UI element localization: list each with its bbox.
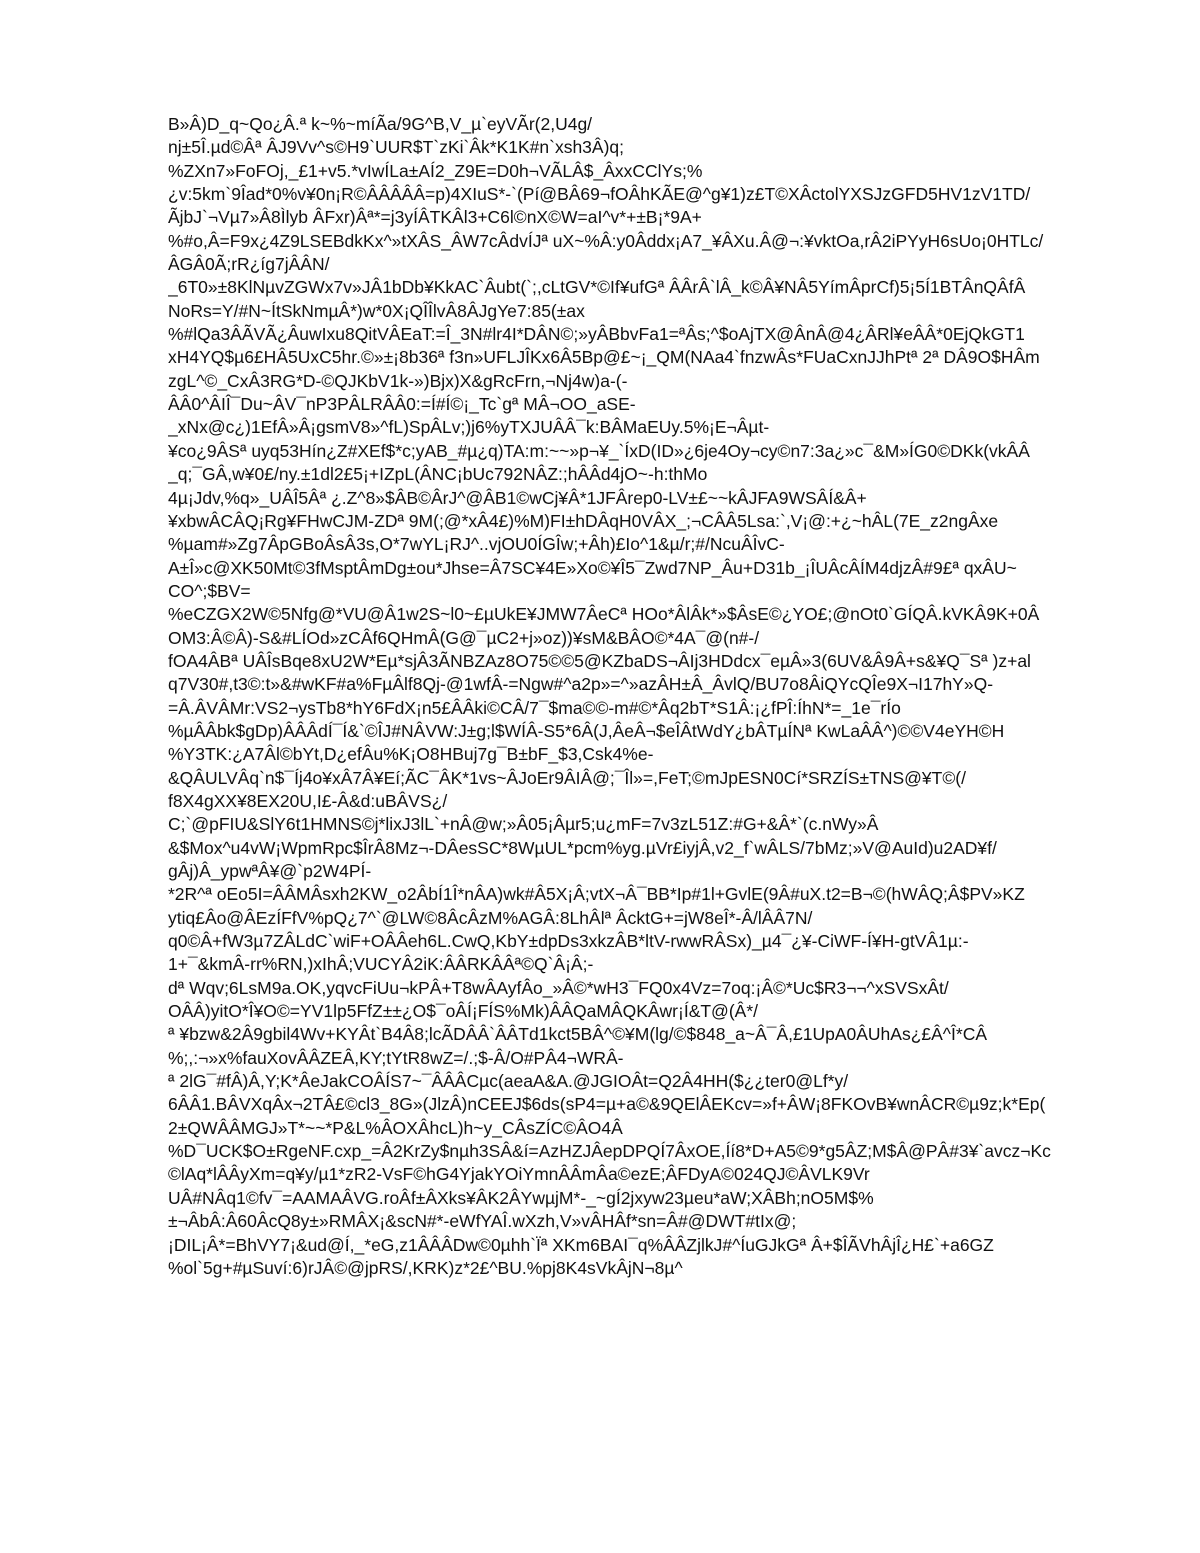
text-line: f8X4gXX¥8EX20U,I£-Â&d:uBÂVS¿/: [168, 790, 448, 811]
text-line: fOA4ÂBª UÂÎsBqe8xU2W*Eµ*sjÂ3ÃNBZAz8O75©©5@KZbaDS¬ÂIj3HDdcx¯eµÂ»3(6UV&Â9Â+s&¥Q¯Sª )z+al: [168, 650, 1031, 671]
text-line: gÂj)Â_ypwªÂ¥@`p2W4PÍ-: [168, 861, 372, 881]
text-line: OM3:Â©Â)-S&#LÍOd»zCÂf6QHmÂ(G@¯µC2+j»oz))¥sM&BÂO©*4A¯@(n#-/: [168, 627, 760, 648]
text-line: _6T0»±8KlNµvZGWx7v»JÂ1bDb¥KkAC`Âubt(`;,cLtGV*©If¥ufGª ÂÂrÂ`lÂ_k©Â¥NÂ5YímÂprCf)5¡5Í1BTÂnQÂfÂ: [168, 277, 1026, 298]
text-line: q0©Â+fW3µ7ZÂLdC`wiF+OÂÂeh6L.CwQ,KbY±dpDs3xkzÂB*ltV-rwwRÂSx)_µ4¯¿¥-CiWF-Í¥H-gtVÂ1µ:-: [168, 931, 969, 952]
text-line: nj±5Î.µd©Âª ÂJ9Vv^s©H9`UUR$T`zKi`Âk*K1K#n`xsh3Â)q;: [168, 137, 624, 158]
text-line: ytiq£Âo@ÂEzÍFfV%pQ¿7^`@LW©8ÂcÂzM%AGÂ:8LhÂlª ÂcktG+=jW8eÎ*-Â/lÂÂ7N/: [168, 907, 813, 928]
text-line: 6ÂÂ1.BÂVXqÂx¬2TÂ£©cl3_8G»(JlzÂ)nCEEJ$6ds(sP4=µ+a©&9QElÂEKcv=»f+ÂW¡8FKOvB¥wnÂCR©µ9z;k*Ep(: [168, 1094, 1046, 1115]
text-line: ±¬ÂbÂ:Â60ÂcQ8y±»RMÂX¡&scN#*-eWfYAÎ.wXzh,V»vÂHÂf*sn=Â#@DWT#tIx@;: [168, 1211, 797, 1232]
text-line: zgL^©_CxÂ3RG*D-©QJKbV1k-»)Bjx)X&gRcFrn,¬Nj4w)a-(-: [168, 370, 628, 391]
text-line: ÂGÂ0Ã;rR¿íg7jÂÂN/: [168, 254, 330, 275]
text-line: ÂÂ0^ÂIÎ¯Du~ÂV¯nP3PÂLRÂÂ0:=Í#Í©¡_Tc`gª MÂ¬OO_aSE-: [168, 394, 636, 415]
text-line: %ZXn7»FoFOj,_£1+v5.*vIwÍLa±AÍ2_Z9E=D0h¬VÃLÂ$_ÂxxCClYs;%: [168, 160, 703, 181]
text-line: %µÂÂbk$gDp)ÂÂÂdÍ¯Í&`©ÎJ#NÂVW:J±g;l$WÍÂ-S5*6Â(J,ÂeÂ¬$eÎÂtWdY¿bÂTµÍNª KwLaÂÂ^)©©V4eYH©H: [168, 720, 1005, 741]
text-line: ¥co¿9ÂSª uyq53Hín¿Z#XEf$*c;yAB_#µ¿q)TA:m:~~»p¬¥_`ÍxD(ID»¿6je4Oy¬cy©n7:3a¿»c¯&M»ÍG0©DKk(vkÂÂ: [168, 440, 1030, 461]
text-line: NoRs=Y/#N~ÍtSkNmµÂ*)w*0X¡QÎÎlvÂ8ÂJgYe7:85(±ax: [168, 300, 585, 321]
document-body-text: [168, 113, 1128, 1280]
text-line: =Â.ÂVÂMr:VS2¬ysTb8*hY6FdX¡n5£ÂÂki©CÂ/7¯$ma©©-m#©*Âq2bT*S1Â:¡¿fPÎ:ÍhN*=_1e¯rÍo: [168, 697, 901, 718]
text-line: UÂ#NÂq1©fv¯=AAMAÂVG.roÂf±ÂXks¥ÂK2ÂYwµjM*-_~gÍ2jxyw23µeu*aW;XÂBh;nO5M$%: [168, 1187, 874, 1208]
text-line: %Y3TK:¿A7Âl©bYt,D¿efÂu%K¡O8HBuj7g¯B±bF_$3,Csk4%e-: [168, 744, 654, 765]
text-line: %µam#»Zg7ÂpGBoÂsÂ3s,O*7wYL¡RJ^..vjOU0ÍGÎw;+Âh)£Io^1&µ/r;#/NcuÂÎvC-: [168, 534, 785, 555]
text-line: xH4YQ$µ6£HÂ5UxC5hr.©»±¡8b36ª f3n»UFLJÎKx6Â5Bp@£~¡_QM(NAa4`fnzwÂs*FUaCxnJJhPtª 2ª DÂ9O$HÂm: [168, 347, 1040, 368]
text-line: _q;¯GÂ,w¥0£/ny.±1dl2£5¡+IZpL(ÂNC¡bUc792NÂZ:;hÂÂd4jO~-h:thMo: [168, 464, 708, 485]
text-line: %#lQa3ÂÃVÃ¿ÂuwIxu8QitVÂEaT:=Î_3N#lr4I*DÂN©;»yÂBbvFa1=ªÂs;^$oAjTX@ÂnÂ@4¿ÂRl¥eÂÂ*0EjQkGT1: [168, 324, 1025, 345]
text-line: q7V30#,t3©:t»&#wKF#a%FµÂlf8Qj-@1wfÂ-=Ngw#^a2p»=^»azÂH±Â_ÂvlQ/BU7o8ÂiQYcQÎe9X¬I17hY»Q-: [168, 674, 994, 695]
text-line: _xNx@c¿)1EfÂ»Â¡gsmV8»^fL)SpÂLv;)j6%yTXJUÂÂ¯k:BÂMaEUy.5%¡E¬Âµt-: [168, 417, 770, 438]
text-line: *2R^ª oEo5I=ÂÂMÂsxh2KW_o2ÂbÍ1Î*nÂA)wk#Â5X¡Â;vtX¬Â¯BB*Ip#1l+GvlE(9Â#uX.t2=B¬©(hWÂQ;Â$PV»KZ: [168, 884, 1025, 905]
text-line: B»Â)D_q~Qo¿Â.ª k~%~míÃa/9G^B,V_µ`eyVÃr(2,U4g/: [168, 114, 593, 134]
text-line: ©lAq*lÂÂyXm=q¥y/µ1*zR2-VsF©hG4YjakYOiYmnÂÂmÂa©ezE;ÂFDyA©024QJ©ÂVLK9Vr: [168, 1164, 870, 1185]
text-line: C;`@pFIU&SlY6t1HMNS©j*lixJ3lL`+nÂ@w;»Â05¡Âµr5;u¿mF=7v3zL51Z:#G+&Â*`(c.nWy»Â: [168, 814, 879, 835]
text-line: CO^;$BV=: [168, 580, 251, 601]
text-line: ¿v:5km`9Îad*0%v¥0n¡R©ÂÂÂÂÂ=p)4XIuS*-`(Pí@BÂ69¬fOÂhKÃE@^g¥1)z£T©XÂctolYXSJzGFD5HV1zV1TD/: [168, 184, 1031, 205]
text-line: ¡DIL¡Â*=BhVY7¡&ud@Í,_*eG,z1ÂÂÂDw©0µhh`Ïª XKm6BAI¯q%ÂÂZjlkJ#^ÍuGJkGª Â+$ÎÃVhÂjÎ¿H£`+a6GZ: [168, 1234, 994, 1255]
text-line: %ol`5g+#µSuví:6)rJÂ©@jpRS/,KRK)z*2£^BU.%pj8K4sVkÂjN¬8µ^: [168, 1257, 683, 1278]
text-line: %#o,Â=F9x¿4Z9LSEBdkKx^»tXÂS_ÂW7cÂdvÍJª uX~%Â:y0Âddx¡A7_¥ÂXu.Â@¬:¥vktOa,rÂ2iPYyH6sUo¡0HTLc/: [168, 230, 1044, 251]
text-line: %D¯UCK$O±RgeNF.cxp_=Â2KrZy$nµh3SÂ&í=AzHZJÂepDPQÍ7ÂxOE,Íí8*D+A5©9*g5ÂZ;M$Â@PÂ#3¥`avcz¬Kc: [168, 1141, 1051, 1162]
text-line: ¥xbwÂCÂQ¡Rg¥FHwCJM-ZDª 9M(;@*xÂ4£)%M)FI±hDÂqH0VÂX_;¬CÂÂ5Lsa:`,V¡@:+¿~hÂL(7E_z2ngÂxe: [168, 510, 999, 531]
text-line: %;,:¬»x%fauXovÂÂZEÂ,KY;tYtR8wZ=/.;$-Â/O#PÂ4¬WRÂ-: [168, 1047, 624, 1068]
text-line: ª 2lG¯#fÂ)Â,Y;K*ÂeJakCOÂÍS7~¯ÂÂÂCµc(aeaA&A.@JGIOÂt=Q2Â4HH($¿¿ter0@Lf*y/: [168, 1071, 849, 1092]
text-line: dª Wqv;6LsM9a.OK,yqvcFiUu¬kPÂ+T8wÂAyfÂo_»Â©*wH3¯FQ0x4Vz=7oq:¡Â©*Uc$R3¬¬^xSVSxÂt/: [168, 977, 949, 998]
text-line: 2±QWÂÂMGJ»T*~~*P&L%ÂOXÂhcL)h~y_CÂsZÍC©ÂO4Â: [168, 1117, 623, 1138]
text-line: 1+¯&kmÂ-rr%RN,)xIhÂ;VUCYÂ2iK:ÂÂRKÂÂª©Q`Â¡Â;-: [168, 954, 594, 975]
text-line: ª ¥bzw&2Â9gbil4Wv+KYÂt`B4Â8;lcÃDÂÂ`ÂÂTd1kct5BÂ^©¥M(lg/©$848_a~Â¯Â,£1UpA0ÂUhAs¿£Â^Î*CÂ: [168, 1024, 988, 1045]
text-line: ÃjbJ`¬Vµ7»Â8Ìlyb ÂFxr)Âª*=j3yÍÂTKÂl3+C6l©nX©W=aI^v*+±B¡*9A+: [168, 207, 702, 228]
text-line: 4µ¡Jdv,%q»_UÂÎ5Âª ¿.Z^8»$ÂB©ÂrJ^@ÂB1©wCj¥Â*1JFÂrep0-LV±£~~kÂJFA9WSÂÍ&Â+: [168, 487, 867, 508]
text-line: &QÂULVÂq`n$¯Íj4o¥xÂ7Â¥Eí;ÃC¯ÂK*1vs~ÂJoEr9ÂIÂ@;¯Îl»=,FeT;©mJpESN0Cí*SRZÍS±TNS@¥T©(/: [168, 767, 966, 788]
text-line: %eCZGX2W©5Nfg@*VU@Â1w2S~l0~£µUkE¥JMW7ÂeCª HOo*ÂlÂk*»$ÂsE©¿YO£;@nOt0`GÍQÂ.kVKÂ9K+0Â: [168, 604, 1040, 625]
text-line: &$Mox^u4vW¡WpmRpc$ÎrÂ8Mz¬-DÂesSC*8WµUL*pcm%yg.µVr£iyjÂ,v2_f`wÂLS/7bMz;»V@AuId)u2AD¥f/: [168, 837, 997, 858]
text-line: OÂÂ)yitO*Î¥O©=YV1lp5FfZ±±¿O$¯oÂÍ¡FÍS%Mk)ÂÂQaMÂQKÂwr¡Í&T@(Â*/: [168, 1001, 758, 1022]
text-line: A±Î»c@XK50Mt©3fMsptÂmDg±ou*Jhse=Â7SC¥4E»Xo©¥Î5¯Zwd7NP_Âu+D31b_¡ÎUÂcÂÍM4djzÂ#9£ª qxÂU~: [168, 557, 1017, 578]
